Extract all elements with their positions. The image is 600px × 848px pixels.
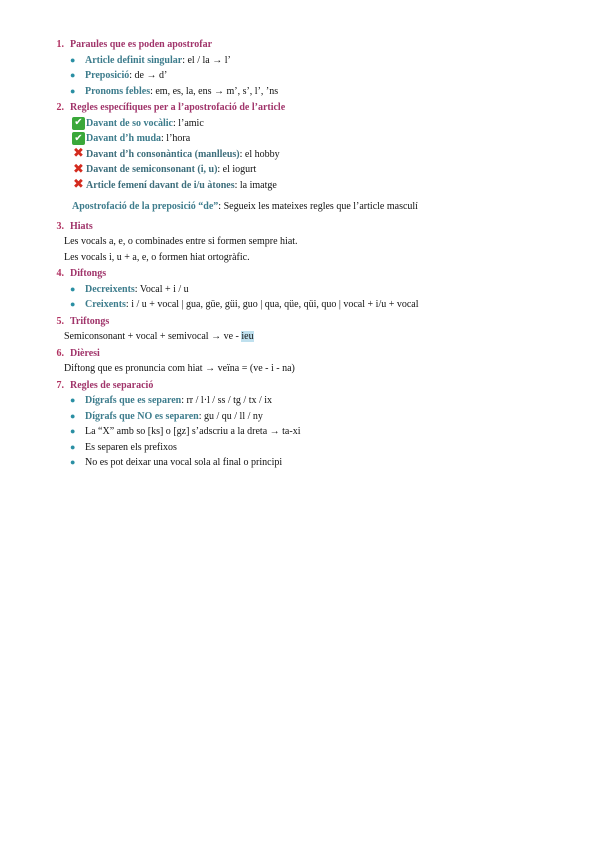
list-item [70, 68, 550, 84]
item-label: Article definit singular [85, 54, 183, 66]
bullet-icon: ● [70, 441, 76, 452]
item-text: La “X” amb so [ks] o [gz] s’adscriu a la dreta → ta-xi [85, 426, 301, 437]
line-text: Semiconsonant + vocal + semivocal → ve - [64, 331, 242, 342]
item-text: : rr / l·l / ss / tg / tx / ix [181, 395, 273, 406]
section-heading [50, 37, 550, 53]
bullet-icon: ● [70, 395, 76, 405]
item-label: Creixents [85, 299, 126, 310]
section-heading [50, 266, 550, 282]
item-label: Davant de semiconsonant (i, u) [86, 164, 218, 175]
item-text: : em, es, la, ens → m’, s’, l’, ’ns [150, 85, 279, 97]
item-label: Decreixents [85, 283, 135, 295]
item-text: : gu / qu / ll / ny [198, 410, 263, 422]
item-label: Davant de so vocàlic [86, 117, 173, 129]
check-item [50, 116, 550, 132]
list-item [70, 455, 550, 471]
item-text: : l’amic [172, 117, 204, 129]
note-text: : Segueix les mateixes regles que l’article masculí [218, 201, 418, 212]
section-title: Diftongs [70, 268, 107, 279]
item-text: : Vocal + i / u [134, 283, 189, 295]
section-number: 7. [56, 379, 64, 391]
bullet-icon: ● [70, 299, 76, 309]
check-mark-icon: ✔ [72, 117, 85, 130]
list-item [70, 409, 550, 425]
section-title: Regles específiques per a l’apostrofació de l’article [70, 102, 286, 113]
bullet-list [50, 282, 550, 313]
section-number: 1. [56, 39, 64, 50]
item-text: : el iogurt [217, 164, 257, 175]
section-heading [50, 314, 550, 330]
item-label: Pronoms febles [85, 85, 151, 97]
cross-item [50, 178, 550, 194]
bullet-icon: ● [70, 426, 76, 436]
list-item [70, 424, 550, 440]
bullet-icon: ● [70, 457, 76, 467]
check-item [50, 131, 550, 147]
paragraph-line: Les vocals i, u + a, e, o formen hiat ortogràfic. [64, 251, 250, 263]
paragraph-line: Les vocals a, e, o combinades entre si formen sempre hiat. [64, 236, 298, 247]
list-item [70, 282, 550, 298]
item-text: : la imatge [234, 179, 277, 191]
cross-item [50, 147, 550, 163]
list-item [70, 393, 550, 409]
item-label: Dígrafs que NO es separen [85, 410, 199, 422]
section-number: 6. [56, 347, 64, 359]
paragraph-line [50, 329, 550, 345]
list-item [70, 84, 550, 100]
list-item [70, 297, 550, 313]
check-mark-icon: ✔ [72, 132, 85, 145]
section-number: 3. [56, 220, 64, 232]
section-title: Triftongs [70, 315, 110, 327]
paragraph-line: Diftong que es pronuncia com hiat → veïna = (ve - i - na) [64, 363, 295, 374]
section-heading [50, 346, 550, 362]
bullet-icon: ● [70, 85, 76, 96]
item-text: No es pot deixar una vocal sola al final o principi [85, 457, 283, 468]
item-label: Davant d’h muda [86, 133, 162, 144]
item-label: Davant d’h consonàntica (manlleus) [86, 148, 240, 160]
bullet-list [50, 393, 550, 471]
highlighted-text: ieu [241, 331, 254, 342]
item-label: Article femení davant de i/u àtones [86, 179, 235, 191]
section-title: Hiats [70, 220, 93, 232]
bullet-icon: ● [70, 54, 76, 65]
section-heading [50, 219, 550, 235]
cross-mark-icon: ✖ [73, 161, 84, 177]
item-label: Dígrafs que es separen [85, 395, 182, 406]
item-text: : de → d’ [129, 70, 168, 81]
list-item [70, 440, 550, 456]
list-item [70, 53, 550, 69]
document-page [50, 36, 550, 472]
item-text: Es separen els prefixos [85, 441, 177, 453]
section-number: 2. [56, 102, 64, 113]
item-text: : el hobby [239, 148, 280, 160]
cross-mark-icon: ✖ [73, 146, 84, 162]
cross-item [50, 162, 550, 178]
item-text: : l’hora [161, 133, 191, 144]
section-number: 5. [56, 315, 64, 327]
bullet-icon: ● [70, 410, 76, 421]
section-heading [50, 378, 550, 394]
section-title: Paraules que es poden apostrofar [70, 39, 213, 50]
bullet-icon: ● [70, 70, 76, 80]
bullet-list [50, 53, 550, 100]
bullet-icon: ● [70, 283, 76, 294]
section-heading [50, 100, 550, 116]
section-title: Dièresi [70, 347, 100, 359]
item-text: : i / u + vocal | gua, güe, güi, guo | qua, qüe, qüi, quo | vocal + i/u + vocal [125, 299, 419, 310]
note-line [50, 199, 550, 215]
item-label: Preposició [85, 70, 130, 81]
item-text: : el / la → l’ [182, 54, 231, 66]
note-label: Apostrofació de la preposició “de” [72, 201, 219, 212]
cross-mark-icon: ✖ [73, 177, 84, 193]
section-number: 4. [56, 268, 64, 279]
section-title: Regles de separació [70, 379, 154, 391]
